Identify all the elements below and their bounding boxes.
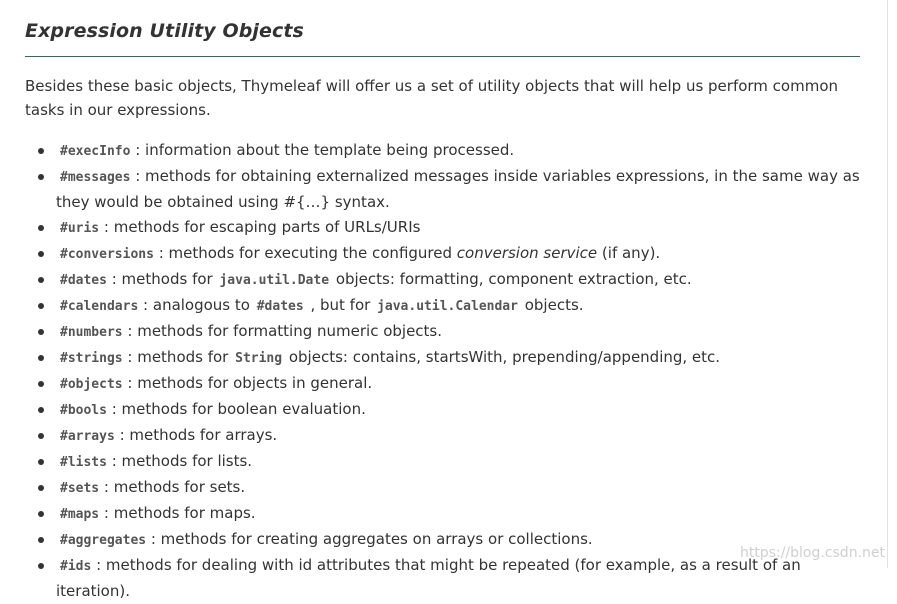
object-name: #bools <box>60 403 107 418</box>
bullet-icon <box>38 251 44 257</box>
utility-objects-list <box>0 138 880 604</box>
emphasis-text: conversion service <box>456 244 598 262</box>
item-description: : methods for sets. <box>99 478 246 496</box>
inline-code: #dates <box>256 299 304 314</box>
object-name: #messages <box>60 170 131 185</box>
object-name: #lists <box>60 455 107 470</box>
list-item-calendars <box>0 293 880 319</box>
bullet-icon <box>38 485 44 491</box>
list-item-lists <box>0 449 880 475</box>
object-name: #strings <box>60 351 123 366</box>
item-description: : methods for <box>106 270 218 288</box>
intro-paragraph: Besides these basic objects, Thymeleaf will offer us a set of utility objects that will help us perform common tasks in our expressions. <box>25 77 839 119</box>
object-name: #uris <box>60 221 100 236</box>
object-name: #conversions <box>60 247 154 262</box>
bullet-icon <box>38 303 44 309</box>
list-item-execinfo <box>0 138 880 164</box>
section-heading: Expression Utility Objects <box>25 20 304 42</box>
list-item-dates <box>0 267 880 293</box>
item-description: objects. <box>519 296 584 314</box>
item-description: : methods for escaping parts of URLs/URIs <box>99 218 421 236</box>
item-description: : methods for arrays. <box>114 426 278 444</box>
inline-code: String <box>235 351 283 366</box>
list-item-sets <box>0 475 880 501</box>
bullet-icon <box>38 381 44 387</box>
item-description: : methods for boolean evaluation. <box>106 400 366 418</box>
item-description: objects: contains, startsWith, prepending/appending, etc. <box>284 348 721 366</box>
object-name: #execInfo <box>60 144 131 159</box>
object-name: #dates <box>60 273 107 288</box>
bullet-icon <box>38 511 44 517</box>
object-name: #aggregates <box>60 533 147 548</box>
bullet-icon <box>38 148 44 154</box>
object-name: #arrays <box>60 429 115 444</box>
bullet-icon <box>38 537 44 543</box>
item-description: objects: formatting, component extraction, etc. <box>331 270 692 288</box>
item-description: : methods for objects in general. <box>122 374 373 392</box>
object-name: #objects <box>60 377 123 392</box>
object-name: #numbers <box>60 325 123 340</box>
item-description: : methods for lists. <box>106 452 253 470</box>
bullet-icon <box>38 407 44 413</box>
bullet-icon <box>38 174 44 180</box>
list-item-maps <box>0 501 880 527</box>
item-description: : methods for obtaining externalized messages inside variables expressions, in the same way as they would be obtained using #{…} syntax. <box>56 167 860 211</box>
bullet-icon <box>38 459 44 465</box>
object-name: #maps <box>60 507 100 522</box>
item-description: : analogous to <box>138 296 255 314</box>
list-item-numbers <box>0 319 880 345</box>
object-name: #ids <box>60 559 92 574</box>
item-description: : methods for maps. <box>99 504 256 522</box>
item-description: : methods for <box>122 348 234 366</box>
watermark: https://blog.csdn.net <box>739 545 885 561</box>
heading-divider <box>25 56 860 57</box>
item-description: : methods for formatting numeric objects. <box>122 322 443 340</box>
list-item-conversions <box>0 241 880 267</box>
item-description: (if any). <box>597 244 661 262</box>
list-item-uris <box>0 215 880 241</box>
list-item-strings <box>0 345 880 371</box>
item-description: , but for <box>305 296 376 314</box>
item-description: : methods for creating aggregates on arrays or collections. <box>146 530 593 548</box>
bullet-icon <box>38 225 44 231</box>
object-name: #sets <box>60 481 100 496</box>
inline-code: java.util.Calendar <box>377 299 518 314</box>
bullet-icon <box>38 329 44 335</box>
bullet-icon <box>38 563 44 569</box>
inline-code: java.util.Date <box>219 273 330 288</box>
list-item-messages <box>0 164 880 215</box>
bullet-icon <box>38 277 44 283</box>
item-description: : information about the template being processed. <box>130 141 515 159</box>
object-name: #calendars <box>60 299 139 314</box>
bullet-icon <box>38 433 44 439</box>
page-edge-divider <box>887 0 888 568</box>
bullet-icon <box>38 355 44 361</box>
item-description: : methods for executing the configured <box>153 244 457 262</box>
item-description: : methods for dealing with id attributes that might be repeated (for example, as a result of an iteration). <box>56 556 801 600</box>
list-item-objects <box>0 371 880 397</box>
list-item-bools <box>0 397 880 423</box>
list-item-arrays <box>0 423 880 449</box>
